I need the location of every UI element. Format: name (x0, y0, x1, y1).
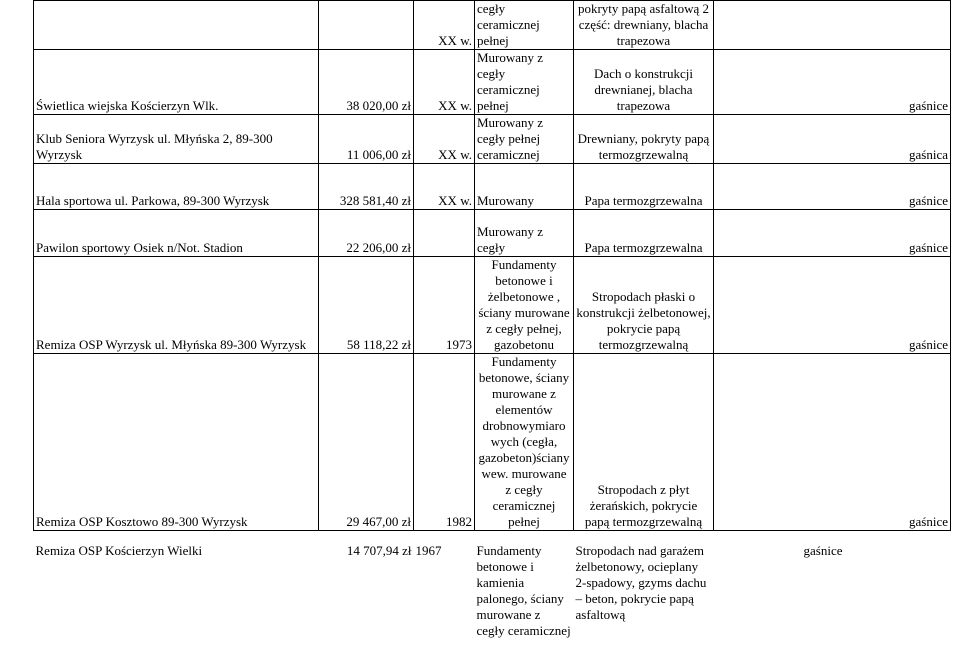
table-gap (34, 531, 951, 544)
value-cell: 29 467,00 zł (319, 354, 414, 531)
building-name-cell: Remiza OSP Kościerzyn Wielki (35, 543, 203, 558)
value-cell: 14 707,94 zł (346, 543, 412, 558)
building-name-cell: Hala sportowa ul. Parkowa, 89-300 Wyrzysk (34, 164, 319, 210)
value-cell (319, 1, 414, 50)
extinguisher-cell: gaśnice (714, 164, 951, 210)
roof-cell: pokryty papą asfaltową 2 część: drewniany, blacha trapezowa (574, 1, 714, 50)
year-cell: 1967 (415, 543, 442, 558)
building-name-cell: Świetlica wiejska Kościerzyn Wlk. (34, 50, 319, 115)
walls-cell: Murowany z cegły (475, 210, 574, 257)
year-cell (414, 210, 475, 257)
building-name-cell: Pawilon sportowy Osiek n/Not. Stadion (34, 210, 319, 257)
extinguisher-cell: gaśnice (714, 50, 951, 115)
extinguisher-cell: gaśnice (714, 210, 951, 257)
table-row (34, 543, 951, 653)
walls-cell: cegły ceramicznej pełnej (475, 1, 574, 50)
roof-cell: Stropodach nad garażem żelbetonowy, ocieplany 2-spadowy, gzyms dachu – beton, pokrycie papą asfaltową (575, 543, 707, 622)
value-cell: 22 206,00 zł (319, 210, 414, 257)
building-name-cell: Klub Seniora Wyrzysk ul. Młyńska 2, 89-300 Wyrzysk (34, 115, 319, 164)
roof-cell: Drewniany, pokryty papą termozgrzewalną (574, 115, 714, 164)
year-cell: XX w. (414, 50, 475, 115)
table-row (34, 210, 951, 257)
extinguisher-cell: gaśnica (714, 115, 951, 164)
roof-cell: Stropodach z płyt żerańskich, pokrycie papą termozgrzewalną (574, 354, 714, 531)
value-cell: 11 006,00 zł (319, 115, 414, 164)
roof-cell: Papa termozgrzewalna (574, 164, 714, 210)
table-row (34, 354, 951, 531)
value-cell: 58 118,22 zł (319, 257, 414, 354)
table-row (34, 1, 951, 50)
walls-cell: Fundamenty betonowe, ściany murowane z elementów drobnowymiaro wych (cegła, gazobeton)ściany wew. murowane z cegły ceramicznej pełnej (475, 354, 574, 531)
extinguisher-cell: gaśnice (714, 257, 951, 354)
roof-cell: Dach o konstrukcji drewnianej, blacha trapezowa (574, 50, 714, 115)
year-cell: 1982 (414, 354, 475, 531)
year-cell: 1973 (414, 257, 475, 354)
extinguisher-cell: gaśnice (714, 354, 951, 531)
year-cell: XX w. (414, 1, 475, 50)
building-name-cell: Remiza OSP Wyrzysk ul. Młyńska 89-300 Wyrzysk (34, 257, 319, 354)
building-name-cell: Remiza OSP Kosztowo 89-300 Wyrzysk (34, 354, 319, 531)
year-cell: XX w. (414, 115, 475, 164)
roof-cell: Stropodach płaski o konstrukcji żelbetonowej, pokrycie papą termozgrzewalną (574, 257, 714, 354)
value-cell: 38 020,00 zł (319, 50, 414, 115)
extinguisher-cell (714, 1, 951, 50)
extinguisher-cell: gaśnice (803, 543, 843, 558)
table-row (34, 164, 951, 210)
buildings-table (33, 0, 951, 653)
walls-cell: Fundamenty betonowe i kamienia palonego, ściany murowane z cegły ceramicznej (476, 543, 571, 638)
walls-cell: Fundamenty betonowe i żelbetonowe , ściany murowane z cegły pełnej, gazobetonu (475, 257, 574, 354)
walls-cell: Murowany (475, 164, 574, 210)
year-cell: XX w. (414, 164, 475, 210)
roof-cell: Papa termozgrzewalna (574, 210, 714, 257)
walls-cell: Murowany z cegły pełnej ceramicznej (475, 115, 574, 164)
value-cell: 328 581,40 zł (319, 164, 414, 210)
table-row (34, 115, 951, 164)
table-row (34, 50, 951, 115)
building-name-cell (34, 1, 319, 50)
table-row (34, 257, 951, 354)
walls-cell: Murowany z cegły ceramicznej pełnej (475, 50, 574, 115)
